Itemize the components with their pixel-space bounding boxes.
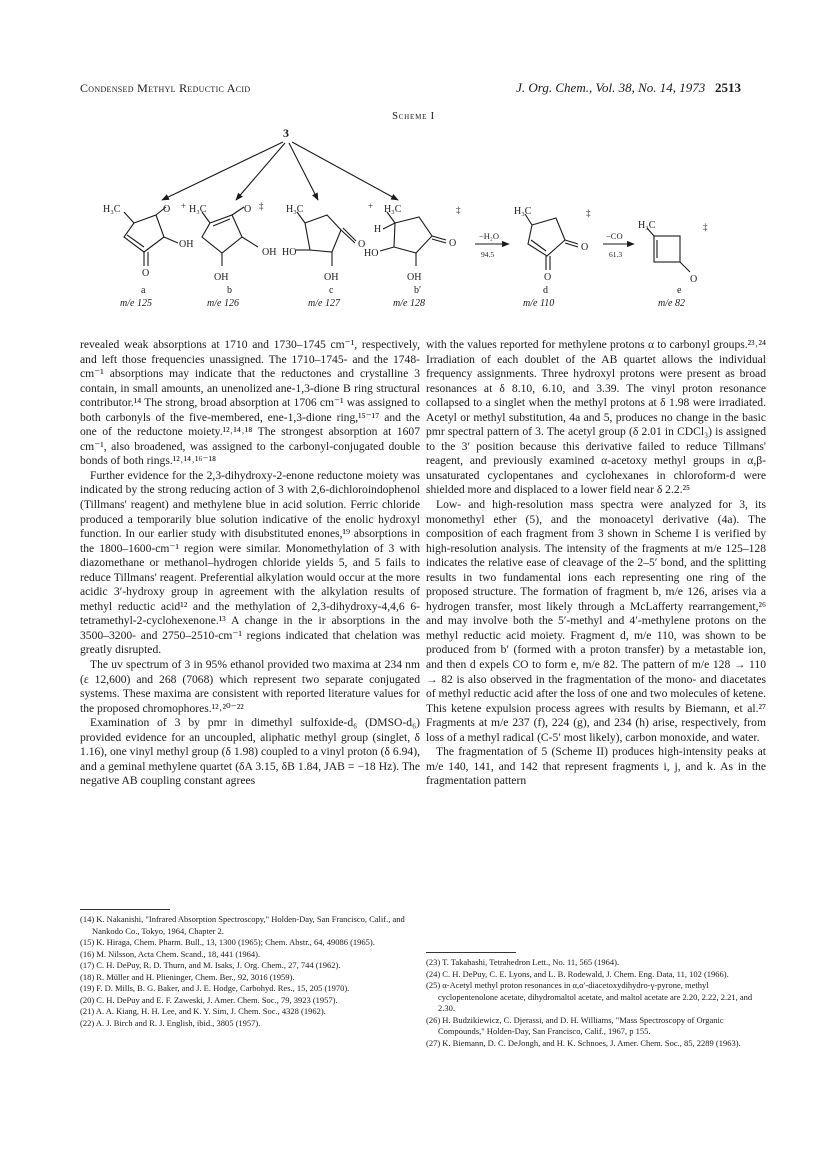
right-column [426,338,766,789]
label-oh: OH [179,239,194,250]
fragment-letter: b′ [414,285,422,296]
footnotes-right [426,957,766,1049]
fragment-c-structure [296,212,356,266]
label-h3c: H₃C [103,204,121,215]
label-ho: HO [282,247,297,258]
label-h3c: H₃C [384,204,402,215]
label-o: O [581,242,589,253]
fragment-mass: m/e 125 [120,298,152,309]
fragment-d-structure [525,214,578,270]
parent-compound-label: 3 [283,126,289,140]
scheme-title: Scheme I [392,111,435,122]
label-dagger: ‡ [259,201,264,211]
arrow-to-b [236,143,285,200]
footnote: (17) C. H. DePuy, R. D. Thurn, and M. Isaks, J. Org. Chem., 27, 744 (1962). [80,960,341,970]
label-o: O [544,272,552,283]
label-dagger: ‡ [456,205,461,215]
label-h3c: H₃C [514,206,532,217]
fragment-mass: m/e 126 [207,298,239,309]
paragraph: with the values reported for methylene protons α to carbonyl groups.²³˒²⁴ Irradiation of each doublet of the AB quartet allows the individual frequency assignments. Three hydroxyl protons were present as broad resonances at δ 8.10, 6.10, and 3.39. The vinyl proton resonance collapsed to a singlet when the methyl protons at δ 1.98 were irradiated. Acetyl or methyl substitution, 4a and 5, produces no change in the basic pmr spectral pattern of 3. The acetyl group (δ 2.01 in CDCl₃) is assigned to the 3′ position because this derivative failed to reduce Tillmans' reagent, and previously examined α-acetoxy methyl groups in α,β-unsaturated cyclopentanes and cyclohexanes in chloroform-d were shielded more and displaced to a lower field near δ 2.2.²⁵ [426,338,766,497]
footnote: (24) C. H. DePuy, C. E. Lyons, and L. B. Rodewald, J. Chem. Eng. Data, 11, 102 (1966). [426,968,729,979]
fragment-letter: b [227,285,232,296]
arrow-to-c [289,143,318,200]
arrow-to-bprime [292,142,398,200]
label-o: O [244,204,252,215]
label-o: O [358,239,366,250]
label-h3c: H₃C [638,220,656,231]
footnote: (21) A. A. Kiang, H. H. Lee, and K. Y. Sim, J. Chem. Soc., 4328 (1962). [80,1006,326,1016]
footnote: (19) F. D. Mills, B. G. Baker, and J. E. Hodge, Carbohyd. Res., 15, 205 (1970). [80,983,350,993]
fragment-letter: c [329,285,334,296]
fragment-mass: m/e 110 [523,298,555,309]
fragment-letter: e [677,285,682,296]
label-o: O [163,204,171,215]
label-o: O [690,274,698,285]
footnote: (22) A. J. Birch and R. J. English, ibid., 3805 (1957). [80,1017,261,1028]
footnote: (15) K. Hiraga, Chem. Pharm. Bull., 13, 1300 (1965); Chem. Abstr., 64, 49086 (1965). [80,937,375,947]
paragraph: revealed weak absorptions at 1710 and 1730–1745 cm⁻¹, respectively, and left those frequencies unassigned. The 1710–1745- and the 1748-cm⁻¹ absorptions may indicate that the reductones and crystalline 3 contain, in small amounts, an unenolized ane-1,3-dione B ring structural contributor.¹⁴ The strong, broad absorption at 1706 cm⁻¹ was assigned to both carbonyls of the five-membered, ene-1,3-dione ring,¹⁵⁻¹⁷ and the one of the reductone moiety.¹²˒¹⁴˒¹⁸ The strongest absorption at 1607 cm⁻¹, also broadened, was assigned to the carbonyl-conjugated double bonds of both rings.¹²˒¹⁴˒¹⁶⁻¹⁸ [80,338,420,468]
paragraph: Examination of 3 by pmr in dimethyl sulfoxide-d₆ (DMSO-d₆) provided evidence for an uncoupled, aliphatic methyl group (singlet, δ 1.16), one vinyl methyl group (δ 1.98) coupled to a vinyl proton (δ 6.94), and a geminal methylene quartet (δA 3.15, δB 1.84, JAB = −18 Hz). The negative AB coupling constant agrees [80,716,420,788]
arrow2-top-label: −CO [606,231,623,241]
fragment-letter: a [141,285,146,296]
footnote: (26) H. Budzikiewicz, C. Djerassi, and D. H. Williams, "Mass Spectroscopy of Organic Compounds," Holden-Day, San Francisco, Calif., 1967, p 155. [426,1014,724,1036]
footnotes-left [80,914,420,1029]
label-plus: + [181,201,187,211]
label-o: O [449,238,457,249]
label-dagger: ‡ [586,208,591,218]
paragraph: The fragmentation of 5 (Scheme II) produces high-intensity peaks at m/e 140, 141, and 142 that represent fragments i, j, and k. As in the fragmentation pattern [426,745,766,788]
footnote: (27) K. Biemann, D. C. DeJongh, and H. K. Schnoes, J. Amer. Chem. Soc., 85, 2289 (1963). [426,1037,741,1048]
label-oh: OH [262,247,277,258]
footnote-rule [426,952,516,953]
running-head: Condensed Methyl Reductic Acid [80,81,251,95]
fragment-mass: m/e 127 [308,298,340,309]
footnote: (23) T. Takahashi, Tetrahedron Lett., No. 11, 565 (1964). [426,957,620,967]
fragment-a-structure [124,207,178,266]
footnote-rule [80,909,170,910]
paragraph: Low- and high-resolution mass spectra were analyzed for 3, its monomethyl ether (5), and the monoacetyl derivative (4a). The composition of each fragment from 3 shown in Scheme I is verified by high-resolution analysis. The intensity of the fragments at m/e 125–128 indicates the relative ease of cleavage of the 2–5′ bond, and the splitting results in two fundamental ions each representing one ring of the proposed structure. The formation of fragment b, m/e 126, arises via a hydrogen transfer, most likely through a McLafferty rearrangement,²⁶ and may involve both the 5′-methyl and 4′-methylene protons on the methyl reductic acid moiety. Fragment d, m/e 110, was shown to be produced from b′ (formed with a proton transfer) by a metastable ion, and then d expels CO to form e, m/e 82. The pattern of m/e 128 → 110 → 82 is also observed in the fragmentation of the mono- and diacetates of methyl reductic acid after the loss of one and two molecules of ketene. This ketene expulsion process agrees with results by Biemann, et al.²⁷ Fragments at m/e 237 (f), 224 (g), and 234 (h) arise, respectively, from loss of a methyl radical (C-5′ most likely), carbon monoxide, and water. [426,498,766,744]
footnote: (16) M. Nilsson, Acta Chem. Scand., 18, 441 (1964). [80,948,261,959]
paragraph: Further evidence for the 2,3-dihydroxy-2-enone reductone moiety was indicated by the strong reducing action of 3 with 2,6-dichloroindophenol (Tillmans' reagent) and methylene blue in acid solution. Ferric chloride produced a temporarily blue solution indicative of the enolic hydroxyl function. In our earlier study with disubstituted enones,¹⁹ absorptions in the 1800–1600-cm⁻¹ region were similar. Monomethylation of 3 with diazomethane or methanol–hydrogen chloride yields 5, and 5 fails to reduce Tillmans' reagent. Preferential alkylation would occur at the more acidic 3′-hydroxy group in agreement with the alkylation results of methyl reductic acid¹² and the methylation of 2,3-dihydroxy-4,4,6 6-tetramethyl-2-cyclohexenone.¹³ A change in the ir absorptions in the 3500–3200- and 2750–2510-cm⁻¹ regions indicated that chelation was greatly disrupted. [80,468,420,657]
label-h3c: H₃C [286,204,304,215]
label-plus: + [368,201,374,211]
arrow1-bottom-label: 94.5 [481,250,495,259]
arrow2-bottom-label: 61.3 [609,250,623,259]
label-o: O [142,268,150,279]
arrow1-top-label: −H₂O [479,231,500,241]
label-oh: OH [324,272,339,283]
footnote: (20) C. H. DePuy and E. F. Zaweski, J. Amer. Chem. Soc., 79, 3923 (1957). [80,994,338,1005]
label-ho: HO [364,248,379,259]
journal-name: J. Org. Chem., Vol. 38, No. 14, 1973 [516,80,706,95]
fragment-e-structure [647,228,690,272]
label-oh: OH [407,272,422,283]
label-dagger: ‡ [703,222,708,232]
left-column [80,338,420,789]
paragraph: The uv spectrum of 3 in 95% ethanol provided two maxima at 234 nm (ε 12,600) and 268 (7068) which represent two separate conjugated systems. These maxima are consistent with reported literature values for the proposed chromophores.¹²˒²⁰⁻²² [80,658,420,715]
footnote: (14) K. Nakanishi, "Infrared Absorption Spectroscopy," Holden-Day, San Francisco, Calif., and Nankodo Co., Tokyo, 1964, Chapter 2. [80,914,405,936]
scheme-diagram [0,0,827,330]
fragment-b-structure [202,207,258,266]
fragment-mass: m/e 82 [658,298,685,309]
footnote: (25) α-Acetyl methyl proton resonances in α,α′-diacetoxydihydro-γ-pyrone, methyl cyclopentenolone acetate, dihydromaltol acetate, and maltol acetate are 2.20, 2.22, 2.21, and 2.30. [426,980,753,1013]
page-number: 2513 [715,80,741,95]
fragment-mass: m/e 128 [393,298,425,309]
arrow-to-a [162,142,283,200]
label-oh: OH [214,272,229,283]
footnote: (18) R. Müller and H. Plieninger, Chem. Ber., 92, 3016 (1959). [80,971,295,982]
fragment-bprime-structure [380,212,446,266]
label-h3c: H₃C [189,204,207,215]
fragment-letter: d [543,285,548,296]
label-h: H [374,224,382,235]
